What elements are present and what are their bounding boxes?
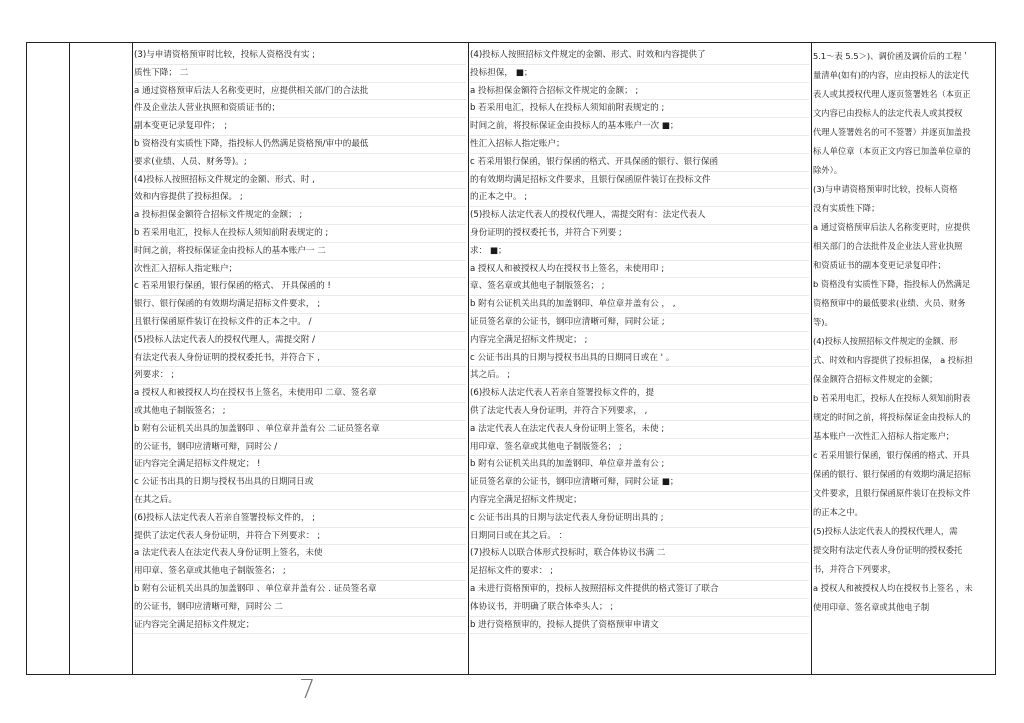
text-line: (5)投标人法定代表人的授权代理人，需提交附 / xyxy=(134,332,466,350)
text-line: 且银行保函原件装订在投标文件的正本之中。 / xyxy=(134,314,466,332)
text-line: 供了法定代表人身份证明，并符合下列要求， , xyxy=(470,403,809,421)
text-line: 基本账户一次性汇入招标人指定账户； xyxy=(813,431,955,441)
text-line: a 授权人和被授权人均在授权书上签名 ，未 xyxy=(813,583,973,593)
text-line: 列要求： ; xyxy=(134,367,466,385)
text-line: 证内容完全满足招标文件规定； ! xyxy=(134,456,466,474)
text-line: 内容完全满足招标文件规定； xyxy=(470,492,809,510)
text-line: 用印章、签名章或其他电子制版签名； ; xyxy=(134,563,466,581)
text-line: 的公证书，钢印应清晰可辩，同时公 / xyxy=(134,439,466,457)
text-line: 效和内容提供了投标担保。 ; xyxy=(134,189,466,207)
text-column-middle xyxy=(470,47,809,634)
text-line: (6)投标人法定代表人若亲自签署投标文件的，提 xyxy=(470,385,809,403)
text-line: 求： ■； xyxy=(470,243,809,261)
text-line: 或其他电子制版签名； ; xyxy=(134,403,466,421)
text-line: a 通过资格预审后法人名称变更时，应提供相关部/门的合法批 xyxy=(134,83,466,101)
text-line: (6)投标人法定代表人若亲自签署投标文件的， ; xyxy=(134,510,466,528)
text-line: b 若采用电汇，投标人在投标人须知前附表规定的 ; xyxy=(470,100,809,118)
text-line: b 若采用电汇，投标人在投标人须知前附表 xyxy=(813,393,971,403)
text-line: 足招标文件的要求： ; xyxy=(470,563,809,581)
text-line: (4)投标人按照招标文件规定的金额、形 xyxy=(813,336,958,346)
column-divider xyxy=(69,43,70,674)
text-line: (3)与申请资格预审时比较，投标人资格没有实 ; xyxy=(134,47,466,65)
text-line: 等)。 xyxy=(813,317,833,327)
text-line: c 公证书出具的日期与法定代表人身份证明出具的 ; xyxy=(470,510,809,528)
text-line: b 资格没有实质性下降，指投标人仍然满足资格预/审中的最低 xyxy=(134,136,466,154)
text-line: 资格预审中的最低要求(业绩、火员、财务 xyxy=(813,298,966,308)
text-line: 件及企业法人营业执照和资质证书的； xyxy=(134,100,466,118)
text-line: 投标担保， ■； xyxy=(470,65,809,83)
text-line: 在其之后。 xyxy=(134,492,466,510)
text-line: a 授权人和被授权人均在授权书上签名，未使用印 ; xyxy=(470,261,809,279)
text-line: 量清单(如有)的内容，应由投标人的法定代 xyxy=(813,70,969,80)
text-line: 提供了法定代表人身份证明，并符合下列要求： ; xyxy=(134,528,466,546)
text-line: (5)投标人法定代表人的授权代理人，需提交附有：法定代表人 xyxy=(470,207,809,225)
text-line: 章、签名章或其他电子制版签名； ; xyxy=(470,278,809,296)
text-line: 的公证书，钢印应清晰可辩，同时公 二 xyxy=(134,599,466,617)
text-line: 的正本之中。 ; xyxy=(470,189,809,207)
text-line: b 进行资格预审的，投标人提供了资格预审申请文 xyxy=(470,617,809,635)
text-line: 日期同日或在其之后。 ： xyxy=(470,528,809,546)
text-line: 提交附有法定代表人身份证明的授权委托 xyxy=(813,545,963,555)
text-line: c 若采用银行保函，银行保函的格式、开具 xyxy=(813,450,970,460)
text-column-right xyxy=(813,47,995,617)
text-line: 时间之前，将投标保证金由投标人的基本账户一次 ■； xyxy=(470,118,809,136)
text-line: 证员签名章的公证书，钢印应清晰可辩，同时公证 ■； xyxy=(470,474,809,492)
text-line: 5.1～表 5.5＞)、调价函及调价后的工程＇ xyxy=(813,51,970,61)
text-line: 文件要求，且银行保函原件装订在投标文件 xyxy=(813,488,971,498)
text-line: a 投标担保金额符合招标文件规定的金额； ; xyxy=(134,207,466,225)
table-sheet xyxy=(26,42,996,705)
text-line: (4)投标人按照招标文件规定的金额、形式、时效和内容提供了 xyxy=(470,47,809,65)
column-divider xyxy=(132,43,133,674)
column-divider xyxy=(811,43,812,674)
page-number: 7 xyxy=(299,675,316,705)
text-line: 证员签名章的公证书，钢印应清晰可辩，同时公证 ; xyxy=(470,314,809,332)
text-line: b 资格没有实质性下降，指投标人仍然满足 xyxy=(813,279,971,289)
text-line: 用印章、签名章或其他电子制版签名； ; xyxy=(470,439,809,457)
text-line: b 附有公证机关出具的加盖钢印、单位章并盖有公 ; xyxy=(470,456,809,474)
text-line: 要求(业绩、人员、财务等)。; xyxy=(134,154,466,172)
text-line: a 授权人和被授权人均在授权书上签名，未使用印 二章、签名章 xyxy=(134,385,466,403)
text-line: 除外）。 xyxy=(813,165,843,175)
text-line: 有法定代表人身份证明的授权委托书，并符合下 , xyxy=(134,350,466,368)
text-line: a 投标担保金额符合招标文件规定的金额； ; xyxy=(470,83,809,101)
text-line: b 附有公证机关出具的加盖钢印、单位章并盖有公 ， , xyxy=(470,296,809,314)
text-line: c 若采用银行保函，银行保函的格式、开具保函的银行、银行保函 xyxy=(470,154,809,172)
text-line: (7)投标人以联合体形式投标时，联合体协议书满 二 xyxy=(470,545,809,563)
text-line: 相关部门的合法批件及企业法人营业执照 xyxy=(813,241,963,251)
text-line: a 通过资格预审后法人名称变更时，应提供 xyxy=(813,222,971,232)
text-line: 式、时效和内容提供了投标担保， a 投标担 xyxy=(813,355,973,365)
text-line: 其之后。 ; xyxy=(470,367,809,385)
text-line: (3)与申请资格预审时比较，投标人资格 xyxy=(813,184,958,194)
text-line: 书，并符合下列要求， xyxy=(813,564,896,574)
text-line: (5)投标人法定代表人的授权代理人，需 xyxy=(813,526,958,536)
text-line: a 未进行资格预审的，投标人按照招标文件提供的格式签订了联合 xyxy=(470,581,809,599)
text-line: 时间之前，将投标保证金由投标人的基本账户一 二 xyxy=(134,243,466,261)
text-line: 的有效期均满足招标文件要求，且银行保函原件装订在投标文件 xyxy=(470,172,809,190)
text-line: b 若采用电汇，投标人在投标人须知前附表规定的 ; xyxy=(134,225,466,243)
text-line: 规定的时间之前，将投标保证金由投标人的 xyxy=(813,412,971,422)
text-line: c 若采用银行保函，银行保函的格式、 开具保函的 ! xyxy=(134,278,466,296)
text-line: 次性汇入招标人指定账户； xyxy=(134,261,466,279)
text-line: c 公证书出具的日期与授权书出具的日期同日或 xyxy=(134,474,466,492)
text-line: 保金额符合招标文件规定的金额； xyxy=(813,374,938,384)
text-line: 副本变更记录复印件； ; xyxy=(134,118,466,136)
text-line: 没有实质性下降； xyxy=(813,203,880,213)
text-line: 证内容完全满足招标文件规定； xyxy=(134,617,466,635)
text-line: c 公证书出具的日期与授权书出具的日期同日或在 ' 。 xyxy=(470,350,809,368)
text-line: 表人或其授权代理人逐页签署姓名（本页正 xyxy=(813,89,971,99)
text-line: 体协议书，并明确了联合体牵头人； ; xyxy=(470,599,809,617)
column-divider xyxy=(468,43,469,674)
text-line: 使用印章、签名章或其他电子制 xyxy=(813,602,930,612)
text-line: 和资质证书的副本变更记录复印件； xyxy=(813,260,946,270)
text-line: 文内容已由投标人的法定代表人或其授权 xyxy=(813,108,963,118)
text-line: 身份证明的授权委托书，并符合下列要 ; xyxy=(470,225,809,243)
text-line: 内容完全满足招标文件规定； ; xyxy=(470,332,809,350)
text-line: a 法定代表人在法定代表人身份证明上签名，未使 xyxy=(134,545,466,563)
text-line: 标人单位章（本页正文内容已加盖单位章的 xyxy=(813,146,971,156)
text-line: 的正本之中。 xyxy=(813,507,863,517)
text-line: a 法定代表人在法定代表人身份证明上签名，未使 ; xyxy=(470,421,809,439)
text-line: b 附有公证机关出具的加盖钢印 、单位章并盖有公 . 证员签名章 xyxy=(134,581,466,599)
text-line: 银行、银行保函的有效期均满足招标文件要求， ; xyxy=(134,296,466,314)
text-line: 性汇入招标人指定账户； xyxy=(470,136,809,154)
text-line: 代理人签署姓名的可不签署）并逐页加盖投 xyxy=(813,127,971,137)
text-line: 质性下降； 二 xyxy=(134,65,466,83)
text-column-left xyxy=(134,47,466,634)
text-line: b 附有公证机关出具的加盖钢印 、单位章并盖有公 二证员签名章 xyxy=(134,421,466,439)
text-line: (4)投标人按照招标文件规定的金额、形式、时 , xyxy=(134,172,466,190)
text-line: 保函的银行、银行保函的有效期均满足招标 xyxy=(813,469,971,479)
